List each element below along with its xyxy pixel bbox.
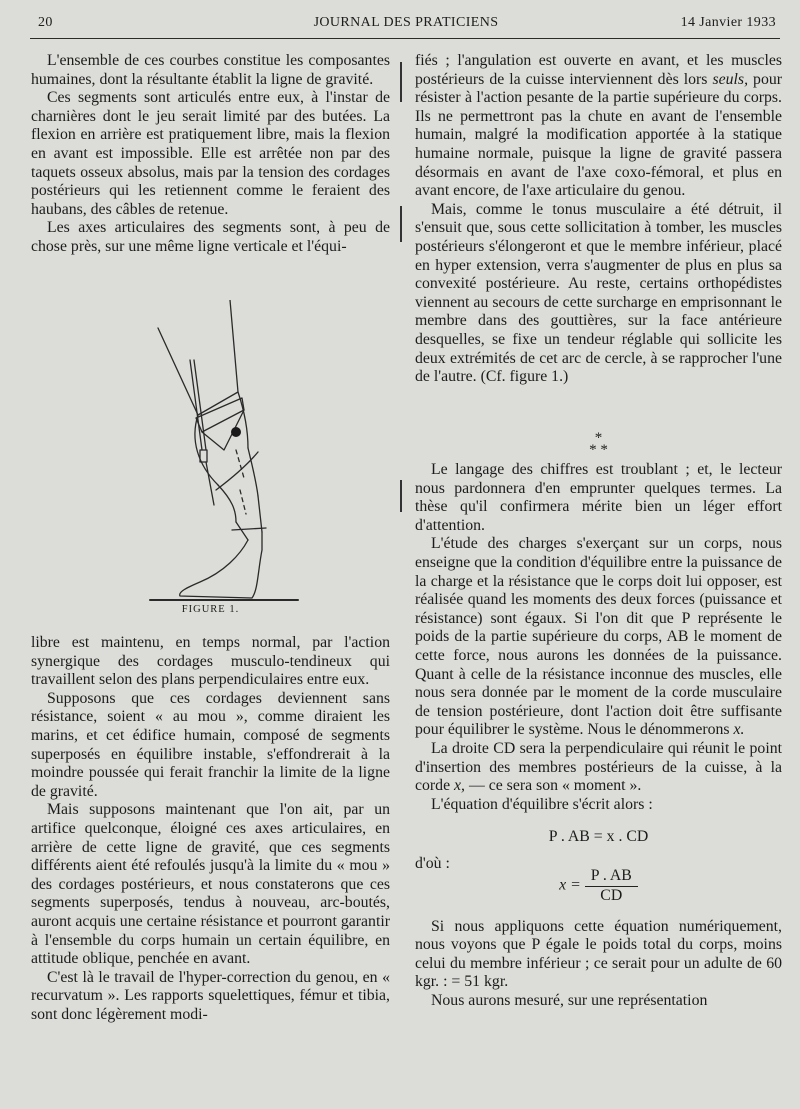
paragraph: Le langage des chiffres est troublant ; et, le lecteur nous pardonnera d'en emprunter quelques termes. La thèse qu'il confirmera mérite bien un léger effort d'attention. — [415, 461, 782, 534]
paragraph: L'étude des charges s'exerçant sur un corps, nous enseigne que la condition d'équilibre entre la puissance de la charge et la résistance que le corps doit lui opposer, est réalisée quand les moments des deux forces (puissance et résistance) sont égaux. Si l'on dit que P représente le poids de la partie supérieure du corps, AB le moment de cette force, nous aurons les données de la puissance. Quant à celle de la résistance inconnue des muscles, elle nous sera donnée par le moment de la corde musculaire de tension postérieure, dont l'action doit être suffisante pour équilibrer le système. Nous le dénommerons x. — [415, 535, 782, 739]
figure-caption: FIGURE 1. — [181, 604, 240, 615]
paragraph: Ces segments sont articulés entre eux, à l'instar de charnières dont le jeu serait limité par des butées. La flexion en arrière est pratiquement libre, mais la flexion en avant est impossible. Elle est arrêtée non par des taquets osseux absolus, mais par la tension des cordages postérieurs qui les retiennent comme le feraient des haubans, des câbles de retenue. — [31, 89, 390, 218]
section-break-asterism: * * * — [589, 430, 608, 458]
paragraph: Supposons que ces cordages deviennent sans résistance, soient « au mou », comme diraient les marins, et cet édifice humain, composé de segments superposés en équilibre instable, s'effondrerait à la moindre poussée qui ferait franchir la limite de la ligne de gravité. — [31, 689, 390, 800]
right-column-top — [415, 52, 782, 387]
paragraph: L'ensemble de ces courbes constitue les composantes humaines, dont la résultante établit la ligne de gravité. — [31, 52, 390, 88]
paragraph: libre est maintenu, en temps normal, par l'action synergique des cordages musculo-tendineux qui travaillent selon des plans perpendiculaires entre eux. — [31, 634, 390, 689]
paragraph: Mais supposons maintenant que l'on ait, par un artifice quelconque, éloigné ces axes articulaires, en arrière de cette ligne de gravité, que ces segments différents aient été refoulés jusqu'à la limite du « mou » des cordages postérieurs, et nous constaterons que ces segments superposés, tendus à nouveau, arc-boutés, auront acquis une certaine résistance et pourront garantir à l'ensemble du corps humain un certain équilibre, en attitude oblique, penchée en avant. — [31, 801, 390, 968]
header-rule — [30, 38, 780, 39]
page-number: 20 — [38, 15, 53, 30]
equation-solution: x = $\frac{P . AB}{CD}$ — [415, 867, 782, 905]
journal-title: JOURNAL DES PRATICIENS — [313, 15, 499, 30]
left-column-top — [31, 52, 390, 257]
left-column-bottom — [31, 634, 390, 1024]
page-header — [30, 15, 782, 37]
paragraph: L'équation d'équilibre s'écrit alors : — [431, 795, 653, 813]
figure-1-leg-drawing — [140, 300, 300, 605]
margin-mark — [400, 206, 402, 242]
dou-label: d'où : — [415, 854, 450, 872]
paragraph: La droite CD sera la perpendiculaire qui réunit le point d'insertion des membres postérieurs de la cuisse, à la corde x, — ce sera son « moment ». — [415, 739, 782, 795]
paragraph: C'est là le travail de l'hyper-correction du genou, en « recurvatum ». Les rapports squelettiques, fémur et tibia, sont donc légèrement modi- — [31, 968, 390, 1023]
paragraph: Si nous appliquons cette équation numériquement, nous voyons que P égale le poids total du corps, moins celui du membre inférieur ; ce serait pour un adulte de 60 kgr. : = 51 kgr. — [415, 917, 782, 991]
paragraph: Mais, comme le tonus musculaire a été détruit, il s'ensuit que, sous cette sollicitation à tomber, les muscles postérieurs s'élongeront et que le membre inférieur, placé en hyper extension, verra s'augmenter de plus en plus sa convexité postérieure. Au reste, certains orthopédistes viennent au secours de cette surcharge en emprisonnant le membre dans des gouttières, sur la face antérieure desquelles, se fixe un tendeur réglable qui sollicite les deux extrémités de cet arc de cercle, à se rapprocher l'une de l'autre. (Cf. figure 1.) — [415, 200, 782, 386]
fraction-denominator: CD — [600, 887, 623, 905]
issue-date: 14 Janvier 1933 — [680, 15, 776, 30]
right-column-bottom — [415, 461, 782, 1011]
paragraph: Nous aurons mesuré, sur une représentation — [431, 992, 708, 1010]
paragraph: Les axes articulaires des segments sont, à peu de chose près, sur une même ligne verticale et l'équi- — [31, 219, 390, 255]
equation-equilibrium: P . AB = x . CD — [548, 828, 649, 846]
fraction-numerator: P . AB — [585, 867, 638, 887]
paragraph: fiés ; l'angulation est ouverte en avant, et les muscles postérieurs de la cuisse interviennent dès lors seuls, pour résister à l'action pesante de la partie supérieure du corps. Ils ne permettront pas la chute en avant de l'ensemble humain, malgré la modification apportée à la statique humaine normale, puisque la ligne de gravité passera désormais en avant de l'axe coxo-fémoral, et plus en avant encore, de l'axe articulaire du genou. — [415, 52, 783, 200]
margin-mark — [400, 480, 402, 512]
margin-mark — [400, 62, 402, 102]
